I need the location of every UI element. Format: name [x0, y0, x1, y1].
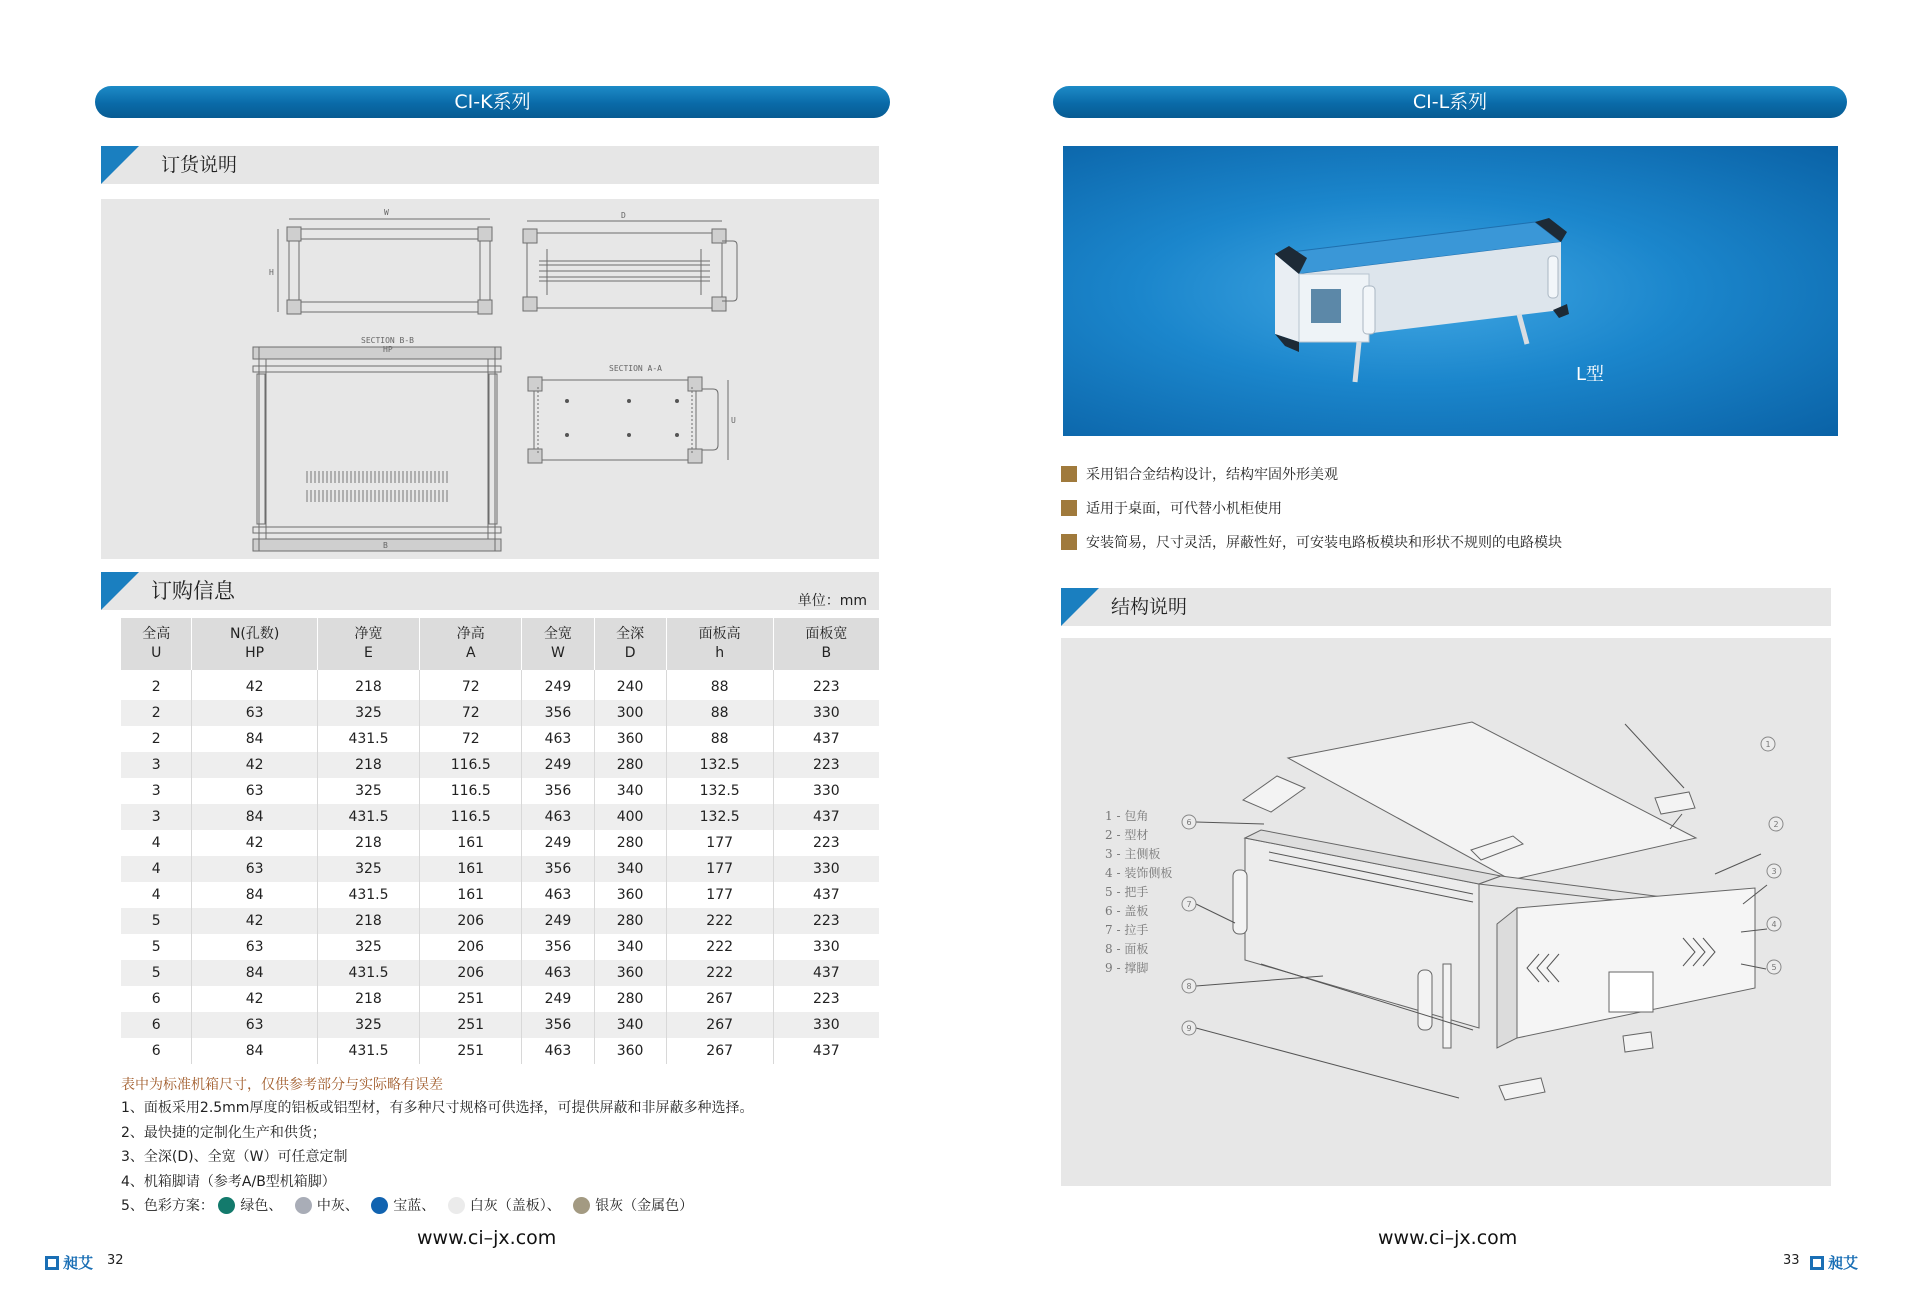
col-header-hp: N(孔数) HP	[192, 618, 317, 670]
table-cell: 325	[317, 856, 419, 882]
right-website-url[interactable]: www.ci–jx.com	[1378, 1227, 1518, 1249]
structure-section-title: 结构说明	[1111, 596, 1188, 618]
table-cell: 84	[192, 960, 317, 986]
right-series-banner: CI-L系列	[1053, 86, 1847, 118]
table-cell: 223	[773, 830, 879, 856]
table-cell: 161	[420, 830, 522, 856]
table-cell: 5	[151, 939, 161, 955]
table-row	[121, 752, 879, 778]
table-cell: 360	[594, 882, 666, 908]
left-logo: 昶艾	[45, 1252, 93, 1273]
left-website-url[interactable]: www.ci–jx.com	[417, 1227, 557, 1249]
section-corner-icon	[101, 572, 139, 610]
gray-dot-icon	[295, 1197, 312, 1214]
feature-item: 采用铝合金结构设计，结构牢固外形美观	[1061, 464, 1562, 498]
table-cell: 3	[121, 752, 192, 778]
table-cell: 218	[317, 670, 419, 700]
table-cell: 463	[522, 882, 594, 908]
color-swatch-blue: 宝蓝、	[371, 1198, 435, 1214]
table-row	[121, 726, 879, 752]
table-cell: 222	[666, 934, 773, 960]
table-cell: 72	[420, 700, 522, 726]
table-cell: 400	[594, 804, 666, 830]
technical-drawing-panel	[101, 199, 879, 559]
color-swatch-gray: 中灰、	[295, 1198, 359, 1214]
legend-item-1: 1 - 包角	[1105, 809, 1149, 823]
callout-2: 2	[1773, 820, 1779, 829]
table-row	[121, 1012, 879, 1038]
table-cell: 437	[773, 882, 879, 908]
note-item: 3、全深(D)、全宽（W）可任意定制	[121, 1149, 348, 1165]
table-cell: 463	[522, 960, 594, 986]
white-dot-icon	[448, 1197, 465, 1214]
table-cell: 325	[317, 700, 419, 726]
table-cell: 42	[192, 908, 317, 934]
drawing-label-hp: HP	[383, 345, 393, 354]
legend-item-6: 6 - 盖板	[1105, 904, 1149, 918]
table-cell: 3	[151, 783, 161, 799]
table-cell: 240	[594, 670, 666, 700]
table-cell: 249	[522, 670, 594, 700]
note-item: 1、面板采用2.5mm厚度的铝板或铝型材，有多种尺寸规格可供选择，可提供屏蔽和非屏蔽多种选择。	[121, 1100, 754, 1116]
technical-drawing	[101, 199, 879, 559]
table-cell: 206	[420, 960, 522, 986]
table-cell: 360	[594, 1038, 666, 1064]
table-cell: 132.5	[666, 752, 773, 778]
green-dot-icon	[218, 1197, 235, 1214]
callout-3: 3	[1771, 867, 1777, 876]
left-page-number: 32	[107, 1253, 124, 1268]
table-cell: 223	[773, 986, 879, 1012]
logo-icon	[45, 1256, 59, 1270]
color-swatch-white: 白灰（盖板）、	[448, 1198, 561, 1214]
callout-6: 6	[1186, 818, 1192, 827]
table-cell: 330	[773, 778, 879, 804]
table-row	[121, 934, 879, 960]
table-cell: 116.5	[420, 778, 522, 804]
col-header-b: 面板宽 B	[773, 618, 879, 670]
drawing-label-w: W	[384, 208, 389, 217]
drawing-label-u: U	[731, 416, 736, 425]
table-cell: 437	[773, 804, 879, 830]
blue-dot-icon	[371, 1197, 388, 1214]
table-cell: 356	[522, 700, 594, 726]
table-cell: 431.5	[317, 726, 419, 752]
color-swatch-silver: 银灰（金属色）	[573, 1198, 693, 1214]
table-cell: 340	[594, 1012, 666, 1038]
drawing-label-h: H	[269, 268, 274, 277]
ordering-section-title: 订货说明	[161, 154, 238, 176]
note-item: 2、最快捷的定制化生产和供货；	[121, 1124, 326, 1141]
drawing-section-bb: SECTION B-B	[361, 336, 414, 345]
table-cell: 88	[666, 670, 773, 700]
drawing-section-aa: SECTION A-A	[609, 364, 662, 373]
table-cell: 4	[151, 835, 161, 851]
table-cell: 330	[773, 1012, 879, 1038]
right-logo: 昶艾	[1810, 1252, 1858, 1273]
table-cell: 6	[151, 991, 161, 1007]
table-cell: 42	[192, 670, 317, 700]
table-row	[121, 908, 879, 934]
table-row	[121, 986, 879, 1012]
exploded-diagram	[1061, 638, 1831, 1186]
table-cell: 325	[317, 934, 419, 960]
silver-dot-icon	[573, 1197, 590, 1214]
table-cell: 251	[420, 1012, 522, 1038]
table-cell: 223	[773, 752, 879, 778]
table-cell: 206	[420, 908, 522, 934]
table-cell: 84	[192, 1038, 317, 1064]
legend-item-8: 8 - 面板	[1105, 942, 1149, 956]
left-series-banner: CI-K系列	[95, 86, 890, 118]
table-cell: 463	[522, 1038, 594, 1064]
structure-section-header	[1061, 588, 1831, 626]
table-cell: 177	[666, 830, 773, 856]
table-cell: 177	[666, 882, 773, 908]
purchase-section-header	[101, 572, 879, 610]
table-cell: 63	[192, 700, 317, 726]
color-swatch-green: 绿色、	[218, 1198, 282, 1214]
color-scheme-label: 5、色彩方案：	[121, 1198, 214, 1214]
col-header-a: 净高 A	[420, 618, 522, 670]
table-cell: 325	[317, 1012, 419, 1038]
feature-item: 安装简易，尺寸灵活，屏蔽性好，可安装电路板模块和形状不规则的电路模块	[1061, 532, 1562, 566]
table-cell: 223	[773, 670, 879, 700]
table-cell: 360	[594, 960, 666, 986]
table-cell: 463	[522, 726, 594, 752]
table-cell: 63	[192, 778, 317, 804]
table-cell: 437	[773, 960, 879, 986]
table-cell: 223	[773, 908, 879, 934]
spec-table	[121, 618, 879, 1064]
table-note: 表中为标准机箱尺寸，仅供参考部分与实际略有误差	[121, 1077, 443, 1093]
table-cell: 88	[666, 700, 773, 726]
table-cell: 280	[594, 830, 666, 856]
table-cell: 431.5	[317, 1038, 419, 1064]
logo-icon	[1810, 1256, 1824, 1270]
table-cell: 340	[594, 934, 666, 960]
table-cell: 437	[773, 726, 879, 752]
table-cell: 116.5	[420, 752, 522, 778]
legend-item-4: 4 - 装饰侧板	[1105, 866, 1173, 880]
table-cell: 4	[151, 887, 161, 903]
callout-9: 9	[1186, 1024, 1192, 1033]
table-cell: 2	[121, 700, 192, 726]
col-header-u: 全高 U	[121, 618, 192, 670]
bullet-square-icon	[1061, 534, 1077, 550]
table-cell: 6	[121, 1012, 192, 1038]
table-cell: 431.5	[317, 882, 419, 908]
legend-item-7: 7 - 拉手	[1105, 923, 1149, 937]
table-row	[121, 856, 879, 882]
table-row	[121, 830, 879, 856]
legend-item-5: 5 - 把手	[1105, 885, 1149, 899]
color-scheme-line	[121, 1194, 881, 1219]
table-cell: 132.5	[666, 804, 773, 830]
table-cell: 249	[522, 830, 594, 856]
table-cell: 6	[151, 1043, 161, 1059]
table-cell: 356	[522, 934, 594, 960]
table-cell: 206	[420, 934, 522, 960]
table-cell: 330	[773, 934, 879, 960]
table-cell: 330	[773, 700, 879, 726]
col-header-e: 净宽 E	[317, 618, 419, 670]
right-page-number: 33	[1783, 1253, 1800, 1268]
drawing-label-b: B	[383, 541, 388, 550]
table-row	[121, 1038, 879, 1064]
table-cell: 84	[192, 882, 317, 908]
order-notes	[121, 1096, 881, 1219]
table-cell: 42	[192, 986, 317, 1012]
table-cell: 330	[773, 856, 879, 882]
table-cell: 249	[522, 752, 594, 778]
section-corner-icon	[101, 146, 139, 184]
table-cell: 431.5	[317, 960, 419, 986]
table-cell: 218	[317, 830, 419, 856]
table-cell: 340	[594, 856, 666, 882]
table-cell: 222	[666, 960, 773, 986]
table-row	[121, 670, 879, 700]
table-cell: 340	[594, 778, 666, 804]
table-cell: 72	[420, 726, 522, 752]
table-cell: 84	[192, 804, 317, 830]
bullet-square-icon	[1061, 500, 1077, 516]
callout-4: 4	[1771, 920, 1777, 929]
table-cell: 356	[522, 778, 594, 804]
exploded-diagram-panel	[1061, 638, 1831, 1186]
table-cell: 4	[121, 856, 192, 882]
col-header-w: 全宽 W	[522, 618, 594, 670]
table-cell: 63	[192, 934, 317, 960]
table-cell: 280	[594, 908, 666, 934]
table-cell: 267	[666, 1038, 773, 1064]
table-cell: 251	[420, 1038, 522, 1064]
table-cell: 2	[151, 679, 161, 695]
callout-5: 5	[1771, 963, 1777, 972]
drawing-label-d: D	[621, 211, 626, 220]
legend-item-2: 2 - 型材	[1105, 828, 1149, 842]
table-cell: 437	[773, 1038, 879, 1064]
legend-item-3: 3 - 主侧板	[1105, 847, 1161, 861]
table-cell: 42	[192, 752, 317, 778]
unit-label: 单位：mm	[797, 593, 867, 609]
table-row	[121, 882, 879, 908]
table-cell: 280	[594, 986, 666, 1012]
table-cell: 3	[121, 804, 192, 830]
table-cell: 267	[666, 1012, 773, 1038]
table-cell: 63	[192, 1012, 317, 1038]
table-cell: 72	[420, 670, 522, 700]
feature-list	[1061, 464, 1562, 566]
table-cell: 5	[121, 908, 192, 934]
table-cell: 218	[317, 908, 419, 934]
table-cell: 463	[522, 804, 594, 830]
table-cell: 356	[522, 856, 594, 882]
table-cell: 84	[192, 726, 317, 752]
table-cell: 249	[522, 908, 594, 934]
table-cell: 2	[151, 731, 161, 747]
callout-1: 1	[1765, 740, 1771, 749]
table-cell: 161	[420, 856, 522, 882]
note-item: 4、机箱脚请（参考A/B型机箱脚）	[121, 1173, 336, 1190]
table-row	[121, 960, 879, 986]
table-cell: 218	[317, 986, 419, 1012]
product-type-label: L型	[1576, 364, 1605, 385]
callout-8: 8	[1186, 982, 1192, 991]
col-header-h: 面板高 h	[666, 618, 773, 670]
table-cell: 356	[522, 1012, 594, 1038]
table-cell: 222	[666, 908, 773, 934]
table-cell: 161	[420, 882, 522, 908]
table-cell: 63	[192, 856, 317, 882]
bullet-square-icon	[1061, 466, 1077, 482]
table-row	[121, 778, 879, 804]
table-cell: 218	[317, 752, 419, 778]
table-cell: 88	[666, 726, 773, 752]
table-cell: 280	[594, 752, 666, 778]
table-cell: 300	[594, 700, 666, 726]
table-cell: 42	[192, 830, 317, 856]
table-cell: 267	[666, 986, 773, 1012]
table-header-row	[121, 618, 879, 670]
enclosure-illustration	[1063, 146, 1838, 436]
table-row	[121, 804, 879, 830]
table-cell: 251	[420, 986, 522, 1012]
feature-item: 适用于桌面，可代替小机柜使用	[1061, 498, 1562, 532]
table-row	[121, 700, 879, 726]
spec-table-wrap	[121, 618, 879, 1064]
table-cell: 5	[121, 960, 192, 986]
table-cell: 116.5	[420, 804, 522, 830]
legend-item-9: 9 - 撑脚	[1105, 961, 1149, 975]
table-cell: 360	[594, 726, 666, 752]
table-cell: 325	[317, 778, 419, 804]
table-cell: 132.5	[666, 778, 773, 804]
col-header-d: 全深 D	[594, 618, 666, 670]
section-corner-icon	[1061, 588, 1099, 626]
table-cell: 431.5	[317, 804, 419, 830]
product-photo	[1063, 146, 1838, 436]
table-cell: 177	[666, 856, 773, 882]
purchase-section-title: 订购信息	[151, 579, 235, 603]
callout-7: 7	[1186, 900, 1192, 909]
table-cell: 249	[522, 986, 594, 1012]
ordering-section-header	[101, 146, 879, 184]
